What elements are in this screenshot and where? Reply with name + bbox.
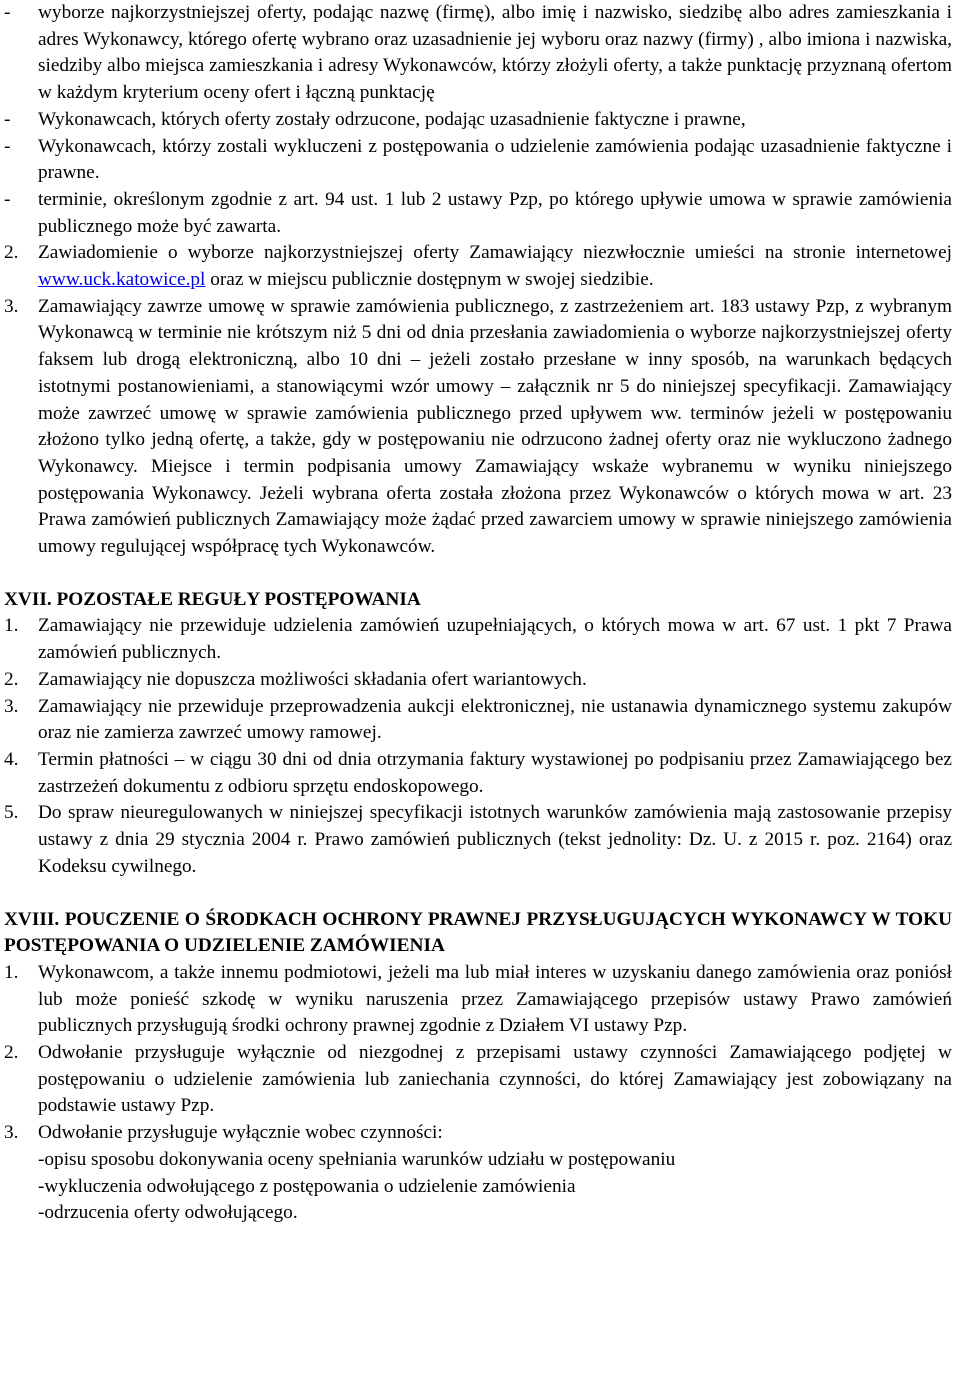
sub-item: -odrzucenia oferty odwołującego. xyxy=(38,1202,298,1224)
item-text-after: oraz w miejscu publicznie dostępnym w swojej siedzibie. xyxy=(205,269,654,291)
section-heading-xvii: XVII. POZOSTAŁE REGUŁY POSTĘPOWANIA xyxy=(4,588,421,610)
list-item xyxy=(4,667,952,694)
item-text-before: Zawiadomienie o wyborze najkorzystniejszej oferty Zamawiający niezwłocznie umieści na stronie internetowej xyxy=(38,242,952,264)
list-item xyxy=(4,960,952,1040)
bullet-text: Wykonawcach, którzy zostali wykluczeni z postępowania o udzielenie zamówienia podając uzasadnienie faktyczne i prawne. xyxy=(38,135,952,184)
sub-item: -opisu sposobu dokonywania oceny spełniania warunków udziału w postępowaniu xyxy=(38,1148,676,1170)
list-item xyxy=(4,613,952,666)
item-marker: 4. xyxy=(4,748,19,770)
bullet-marker: - xyxy=(4,2,11,23)
bullet-item-deadline xyxy=(4,187,952,240)
item-text: Odwołanie przysługuje wyłącznie od niezgodnej z przepisami ustawy czynności Zamawiającego podjętej w postępowaniu o udzielenie zamówienia lub zaniechania czynności, do której Zamawiający jest zobowiązany na podstawie ustawy Pzp. xyxy=(38,1042,952,1117)
list-item xyxy=(4,1120,952,1227)
item-marker: 3. xyxy=(4,295,19,317)
item-text xyxy=(38,240,952,293)
item-marker: 2. xyxy=(4,668,19,690)
item-marker: 1. xyxy=(4,961,19,983)
section-heading-xviii: XVIII. POUCZENIE O ŚRODKACH OCHRONY PRAWNEJ PRZYSŁUGUJĄCYCH WYKONAWCY W TOKU POSTĘPOWANIA O UDZIELENIE ZAMÓWIENIA xyxy=(4,908,952,957)
item-marker: 5. xyxy=(4,802,19,824)
bullet-text: Wykonawcach, których oferty zostały odrzucone, podając uzasadnienie faktyczne i prawne, xyxy=(38,108,746,130)
item-marker: 3. xyxy=(4,1122,19,1144)
numbered-item-notification xyxy=(4,240,952,293)
numbered-item-contract xyxy=(4,294,952,561)
item-text: Odwołanie przysługuje wyłącznie wobec czynności: xyxy=(38,1122,443,1144)
item-text: Zamawiający nie przewiduje przeprowadzenia aukcji elektronicznej, nie ustanawia dynamicznego systemu zakupów oraz nie zamierza zawrzeć umowy ramowej. xyxy=(38,695,952,744)
item-text: Zamawiający nie przewiduje udzielenia zamówień uzupełniających, o których mowa w art. 67 ust. 1 pkt 7 Prawa zamówień publicznych. xyxy=(38,615,952,664)
bullet-item-excluded xyxy=(4,134,952,187)
bullet-item-rejected xyxy=(4,107,952,134)
bullet-marker: - xyxy=(4,188,11,210)
list-item xyxy=(4,747,952,800)
item-marker: 2. xyxy=(4,1042,19,1064)
item-marker: 2. xyxy=(4,242,19,264)
item-text: Zamawiający nie dopuszcza możliwości składania ofert wariantowych. xyxy=(38,668,587,690)
item-text: Termin płatności – w ciągu 30 dni od dnia otrzymania faktury wystawionej po podpisaniu przez Zamawiającego bez zastrzeżeń dokumentu z odbioru sprzętu endoskopowego. xyxy=(38,748,952,797)
item-text: Do spraw nieuregulowanych w niniejszej specyfikacji istotnych warunków zamówienia mają zastosowanie przepisy ustawy z dnia 29 stycznia 2004 r. Prawo zamówień publicznych (tekst jednolity: Dz. U. z 2015 r. poz. 2164) oraz Kodeksu cywilnego. xyxy=(38,802,952,877)
list-item xyxy=(4,1040,952,1120)
website-link[interactable]: www.uck.katowice.pl xyxy=(38,269,206,291)
spacer xyxy=(4,561,952,587)
bullet-item-selection xyxy=(4,0,952,107)
list-item xyxy=(4,694,952,747)
bullet-marker: - xyxy=(4,135,11,157)
item-marker: 1. xyxy=(4,615,19,637)
bullet-text: wyborze najkorzystniejszej oferty, podając nazwę (firmę), albo imię i nazwisko, siedzibę albo adres zamieszkania i adres Wykonawcy, którego ofertę wybrano oraz uzasadnienie jej wyboru oraz nazwy (firmy) , albo imiona i nazwiska, siedziby albo miejsca zamieszkania i adresy Wykonawców, którzy złożyli oferty, a także punktację przyznaną ofertom w każdym kryterium oceny ofert i łączną punktację xyxy=(38,2,952,104)
item-text: Wykonawcom, a także innemu podmiotowi, jeżeli ma lub miał interes w uzyskaniu danego zamówienia oraz poniósł lub może ponieść szkodę w wyniku naruszenia przez Zamawiającego przepisów ustawy Prawo zamówień publicznych przysługują środki ochrony prawnej zgodnie z Działem VI ustawy Pzp. xyxy=(38,961,952,1037)
sub-item: -wykluczenia odwołującego z postępowania o udzielenie zamówienia xyxy=(38,1175,576,1197)
spacer xyxy=(4,881,952,907)
bullet-text: terminie, określonym zgodnie z art. 94 ust. 1 lub 2 ustawy Pzp, po którego upływie umowa w sprawie zamówienia publicznego może być zawarta. xyxy=(38,188,952,237)
item-text: Zamawiający zawrze umowę w sprawie zamówienia publicznego, z zastrzeżeniem art. 183 ustawy Pzp, z wybranym Wykonawcą w terminie nie krótszym niż 5 dni od dnia przesłania zawiadomienia o wyborze najkorzystniejszej oferty faksem lub drogą elektroniczną, albo 10 dni – jeżeli zostało przesłane w inny sposób, na warunkach będących istotnymi postanowieniami, a stanowiącymi wzór umowy – załącznik nr 5 do niniejszej specyfikacji. Zamawiający może zawrzeć umowę w sprawie zamówienia publicznego przed upływem ww. terminów jeżeli w postępowaniu złożono tylko jedną ofertę, a także, gdy w postępowaniu nie odrzucono żadnej oferty oraz nie wykluczono żadnego Wykonawcy. Miejsce i termin podpisania umowy Zamawiający wskaże wybranemu w wyniku niniejszego postępowania Wykonawcy. Jeżeli wybrana oferta została złożona przez Wykonawców o których mowa w art. 23 Prawa zamówień publicznych Zamawiający może żądać przed zawarciem umowy w sprawie niniejszego zamówienia umowy regulującej współpracę tych Wykonawców. xyxy=(38,295,952,558)
bullet-marker: - xyxy=(4,108,11,130)
list-item xyxy=(4,800,952,880)
item-marker: 3. xyxy=(4,695,19,717)
